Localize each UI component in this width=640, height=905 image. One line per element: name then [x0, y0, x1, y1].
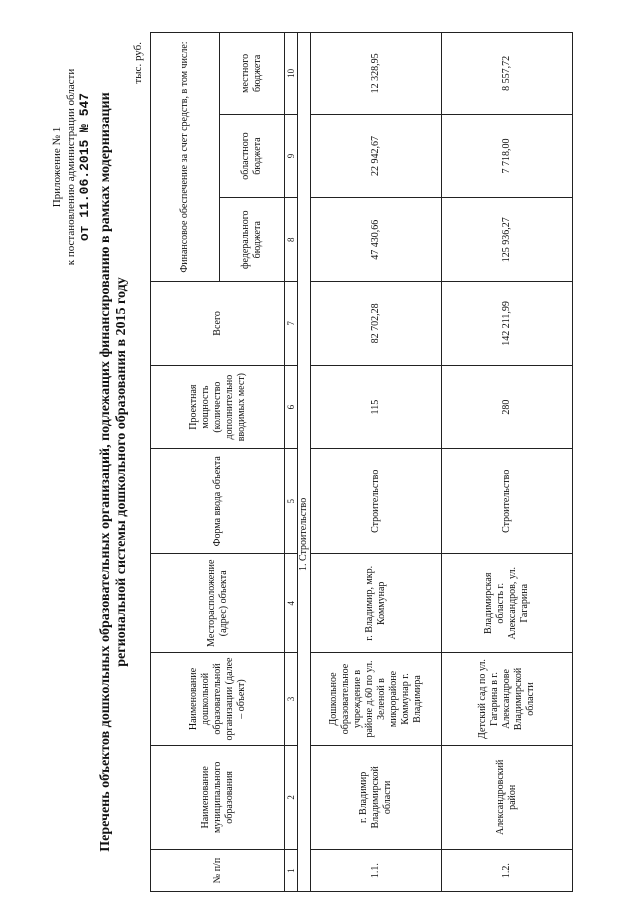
col-header-municipality: Наименование муниципального образования — [151, 745, 285, 850]
objects-table — [150, 32, 573, 892]
col-header-form: Форма ввода объекта — [151, 449, 285, 554]
cell-location: г. Владимир, мкр. Коммунар — [311, 554, 442, 653]
column-number: 8 — [285, 198, 298, 282]
cell-municipality: Александровский район — [442, 745, 573, 850]
column-number: 9 — [285, 114, 298, 198]
column-numbers-row — [285, 33, 298, 892]
cell-federal: 47 430,66 — [311, 198, 442, 282]
cell-object-name: Дошкольное образовательное учреждение в районе д.60 по ул. Зеленой в микрорайоне Коммунар г. Владимира — [311, 653, 442, 745]
cell-object-name: Детский сад по ул. Гагарина в г. Александрове Владимирской области — [442, 653, 573, 745]
units-label: тыс. руб. — [132, 42, 144, 84]
cell-municipality: г. Владимир Владимирской области — [311, 745, 442, 850]
cell-total: 142 211,99 — [442, 282, 573, 366]
col-header-funding-group: Финансовое обеспечение за счет средств, в том числе: — [151, 33, 220, 282]
col-header-local: местного бюджета — [220, 33, 285, 115]
cell-form: Строительство — [311, 449, 442, 554]
appendix-header — [50, 42, 92, 292]
appendix-number: Приложение № 1 — [51, 126, 63, 208]
appendix-date: от 11.06.2015 № 547 — [77, 92, 92, 242]
title-line-2: региональной системы дошкольного образования в 2015 году — [114, 277, 129, 667]
cell-total: 82 702,28 — [311, 282, 442, 366]
cell-form: Строительство — [442, 449, 573, 554]
column-number: 10 — [285, 33, 298, 115]
cell-location: Владимирская область г. Александров, ул. Гагарина — [442, 554, 573, 653]
cell-capacity: 115 — [311, 365, 442, 449]
document-title — [98, 62, 130, 882]
cell-local: 12 328,95 — [311, 33, 442, 115]
column-number: 1 — [285, 850, 298, 892]
cell-num: 1.1. — [311, 850, 442, 892]
col-header-capacity: Проектная мощность (количество дополнительно вводимых мест) — [151, 365, 285, 449]
appendix-reference: к постановлению администрации области — [65, 68, 77, 266]
column-number: 5 — [285, 449, 298, 554]
column-number: 4 — [285, 554, 298, 653]
cell-capacity: 280 — [442, 365, 573, 449]
table-row — [442, 33, 573, 892]
rotated-page — [20, 12, 620, 892]
table-row — [311, 33, 442, 892]
col-header-location: Месторасположение (адрес) объекта — [151, 554, 285, 653]
col-header-num: № п/п — [151, 850, 285, 892]
section-title: 1. Строительство — [298, 33, 311, 892]
cell-regional: 7 718,00 — [442, 114, 573, 198]
column-number: 7 — [285, 282, 298, 366]
column-number: 2 — [285, 745, 298, 850]
cell-num: 1.2. — [442, 850, 573, 892]
col-header-object-name: Наименование дошкольной образовательной организации (далее – объект) — [151, 653, 285, 745]
title-line-1: Перечень объектов дошкольных образовательных организаций, подлежащих финансированию в рамках модернизации — [98, 92, 113, 852]
column-number: 6 — [285, 365, 298, 449]
cell-local: 8 557,72 — [442, 33, 573, 115]
col-header-regional: областного бюджета — [220, 114, 285, 198]
col-header-federal: федерального бюджета — [220, 198, 285, 282]
cell-federal: 125 936,27 — [442, 198, 573, 282]
col-header-total: Всего — [151, 282, 285, 366]
column-number: 3 — [285, 653, 298, 745]
cell-regional: 22 942,67 — [311, 114, 442, 198]
header-row-1 — [151, 33, 220, 892]
section-row — [298, 33, 311, 892]
